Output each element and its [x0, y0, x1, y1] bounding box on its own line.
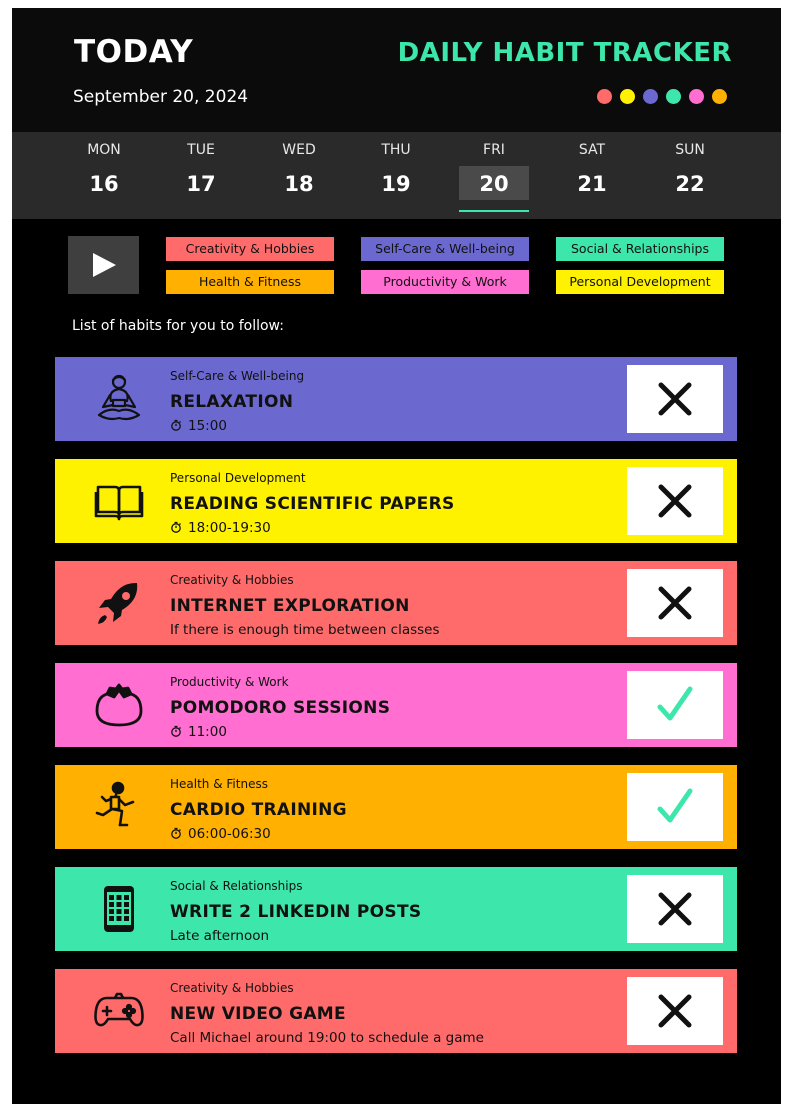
habit-card[interactable]	[55, 459, 737, 543]
habit-card[interactable]	[55, 765, 737, 849]
category-tag[interactable]: Social & Relationships	[556, 237, 724, 261]
current-date: September 20, 2024	[73, 87, 249, 107]
habit-status-toggle[interactable]	[627, 773, 723, 841]
phone-icon	[93, 883, 145, 935]
habit-category: Productivity & Work	[170, 675, 289, 689]
habit-name: RELAXATION	[170, 392, 294, 412]
color-dot	[643, 89, 658, 104]
habit-status-toggle[interactable]	[627, 875, 723, 943]
day-number: 20	[479, 172, 509, 196]
habit-card[interactable]	[55, 663, 737, 747]
day-name: SUN	[675, 142, 705, 158]
habit-card[interactable]	[55, 357, 737, 441]
color-dot	[712, 89, 727, 104]
timer-icon	[170, 521, 182, 533]
header	[12, 8, 781, 132]
habit-detail-row	[170, 622, 440, 638]
day-number: 16	[89, 172, 119, 196]
habit-card[interactable]	[55, 561, 737, 645]
color-dot	[689, 89, 704, 104]
habit-status-toggle[interactable]	[627, 671, 723, 739]
habit-status-toggle[interactable]	[627, 467, 723, 535]
category-tag[interactable]: Creativity & Hobbies	[166, 237, 334, 261]
color-dot	[597, 89, 612, 104]
habits-intro: List of habits for you to follow:	[72, 318, 284, 334]
day-name: THU	[381, 142, 411, 158]
category-tag[interactable]: Productivity & Work	[361, 270, 529, 294]
timer-icon	[170, 827, 182, 839]
day-name: MON	[87, 142, 121, 158]
book-icon	[93, 475, 145, 527]
habit-name: POMODORO SESSIONS	[170, 698, 391, 718]
category-tag[interactable]: Self-Care & Well-being	[361, 237, 529, 261]
color-dot	[620, 89, 635, 104]
day-name: WED	[282, 142, 316, 158]
habit-category: Creativity & Hobbies	[170, 981, 294, 995]
habit-detail-row	[170, 418, 227, 434]
habit-category: Health & Fitness	[170, 777, 268, 791]
habit-detail-row	[170, 520, 271, 536]
habit-category: Social & Relationships	[170, 879, 303, 893]
rocket-icon	[93, 577, 145, 629]
day-sat[interactable]	[557, 132, 627, 219]
habit-detail: If there is enough time between classes	[170, 622, 440, 638]
gamepad-icon	[93, 985, 145, 1037]
habit-detail-row	[170, 1030, 484, 1046]
habit-tracker-sheet	[12, 8, 781, 1104]
habit-detail-row	[170, 826, 271, 842]
habit-detail: 11:00	[188, 724, 227, 740]
habit-name: INTERNET EXPLORATION	[170, 596, 410, 616]
habit-card[interactable]	[55, 867, 737, 951]
timer-icon	[170, 725, 182, 737]
habit-category: Personal Development	[170, 471, 306, 485]
day-number: 18	[284, 172, 314, 196]
day-thu[interactable]	[361, 132, 431, 219]
day-number: 22	[675, 172, 705, 196]
habit-name: WRITE 2 LINKEDIN POSTS	[170, 902, 422, 922]
category-tag[interactable]: Health & Fitness	[166, 270, 334, 294]
habit-status-toggle[interactable]	[627, 569, 723, 637]
habit-name: NEW VIDEO GAME	[170, 1004, 346, 1024]
day-number: 17	[186, 172, 216, 196]
app-title: DAILY HABIT TRACKER	[397, 38, 732, 68]
day-sun[interactable]	[655, 132, 725, 219]
day-wed[interactable]	[264, 132, 334, 219]
color-dots	[597, 89, 727, 104]
habit-detail-row	[170, 928, 269, 944]
day-number: 19	[381, 172, 411, 196]
day-tue[interactable]	[166, 132, 236, 219]
habit-name: READING SCIENTIFIC PAPERS	[170, 494, 455, 514]
play-icon	[93, 253, 116, 277]
day-fri[interactable]	[459, 132, 529, 219]
timer-icon	[170, 419, 182, 431]
habit-detail-row	[170, 724, 227, 740]
play-button[interactable]	[68, 236, 139, 294]
day-number: 21	[577, 172, 607, 196]
day-name: TUE	[187, 142, 215, 158]
habit-category: Creativity & Hobbies	[170, 573, 294, 587]
habit-detail: 18:00-19:30	[188, 520, 271, 536]
color-dot	[666, 89, 681, 104]
habit-detail: Call Michael around 19:00 to schedule a game	[170, 1030, 484, 1046]
day-mon[interactable]	[69, 132, 139, 219]
day-name: FRI	[483, 142, 505, 158]
habit-status-toggle[interactable]	[627, 365, 723, 433]
runner-icon	[93, 781, 145, 833]
habit-category: Self-Care & Well-being	[170, 369, 305, 383]
habit-name: CARDIO TRAINING	[170, 800, 347, 820]
week-strip	[12, 132, 781, 219]
today-title: TODAY	[74, 34, 194, 70]
habit-status-toggle[interactable]	[627, 977, 723, 1045]
habit-detail: 06:00-06:30	[188, 826, 271, 842]
habit-detail: Late afternoon	[170, 928, 270, 944]
day-name: SAT	[578, 142, 606, 158]
meditation-icon	[93, 373, 145, 425]
tomato-icon	[93, 679, 145, 731]
habit-detail: 15:00	[188, 418, 227, 434]
habit-card[interactable]	[55, 969, 737, 1053]
selected-day-underline	[459, 210, 529, 212]
category-tag[interactable]: Personal Development	[556, 270, 724, 294]
